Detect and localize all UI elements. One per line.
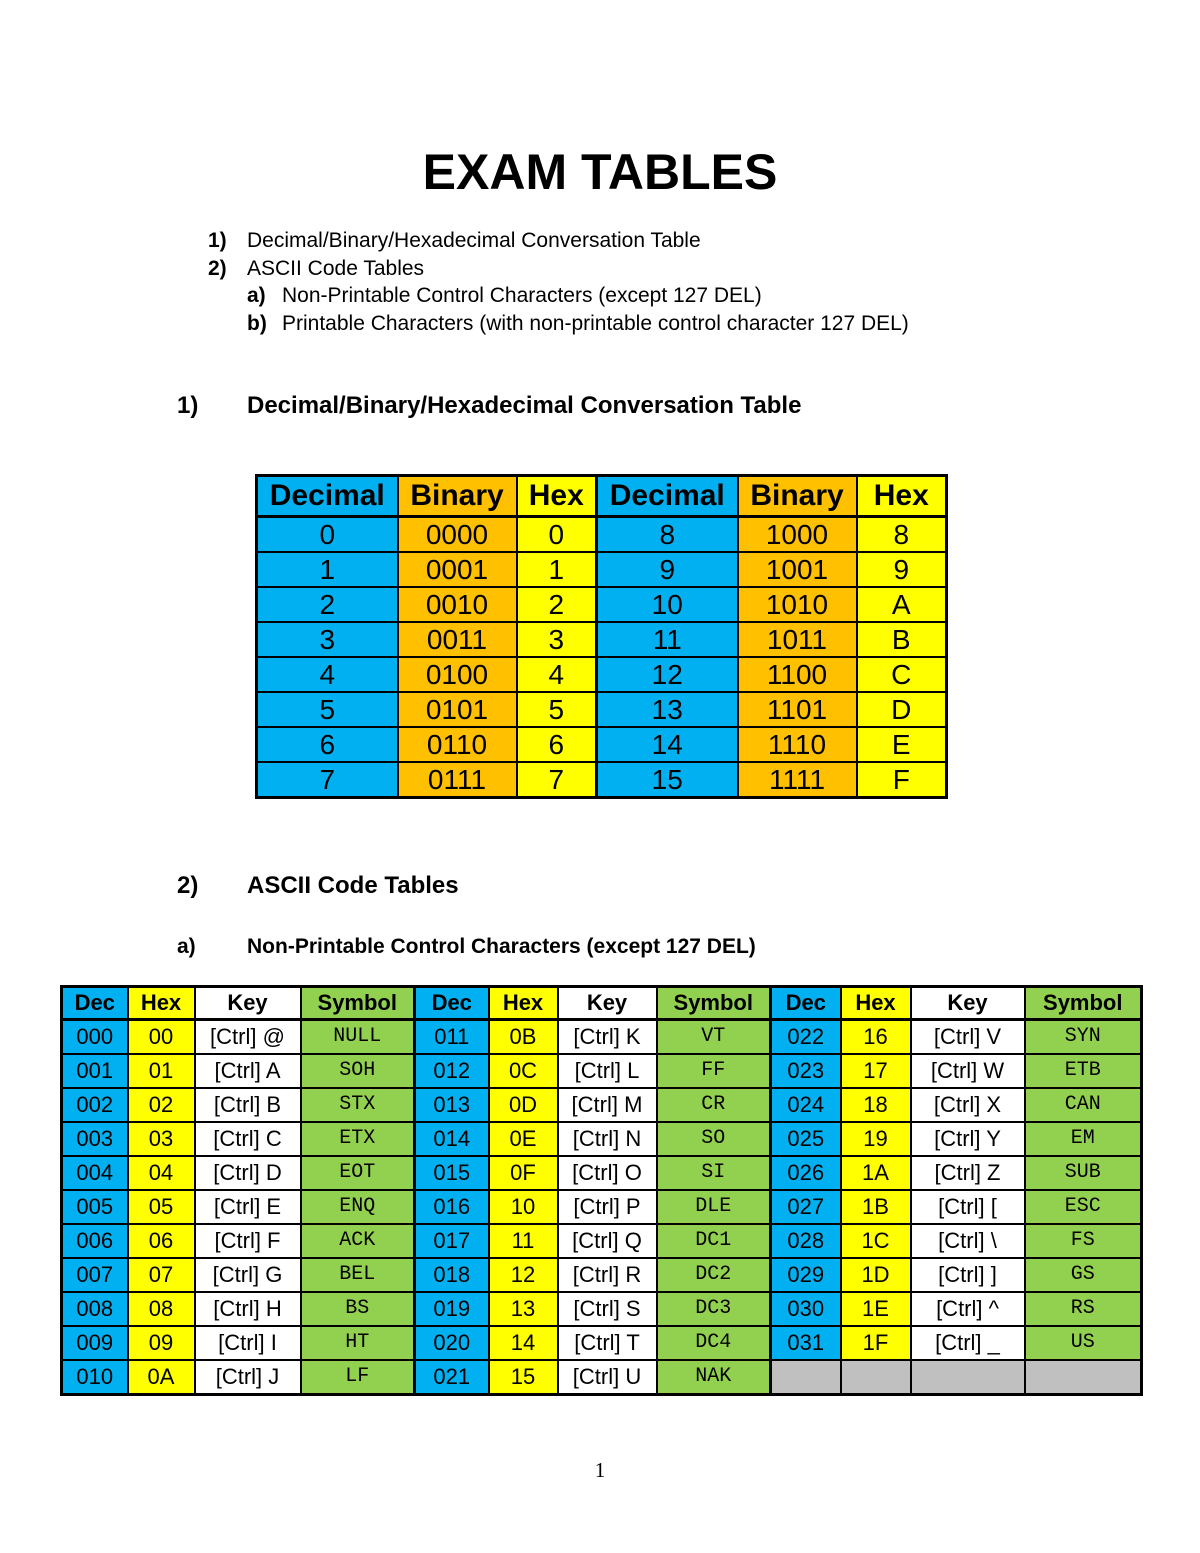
cell-binary: 0110 [398,727,517,762]
table-row [62,1258,1142,1292]
cell-dec: 020 [415,1326,489,1360]
cell-decimal: 5 [257,692,398,727]
cell-symbol: SI [657,1156,771,1190]
cell-decimal: 1 [257,552,398,587]
cell-symbol: NULL [301,1020,415,1055]
toc-item [208,227,909,255]
section-heading-ascii [177,871,459,901]
cell-key: [Ctrl] O [558,1156,657,1190]
cell-hex: 1D [841,1258,911,1292]
toc-item [208,255,909,283]
table-row [62,1224,1142,1258]
toc-text: Printable Characters (with non-printable control character 127 DEL) [282,311,909,335]
cell-dec: 025 [771,1122,841,1156]
cell-key: [Ctrl] R [558,1258,657,1292]
toc-text: Decimal/Binary/Hexadecimal Conversation Table [247,229,701,252]
cell-symbol: DC1 [657,1224,771,1258]
cell-decimal: 15 [597,762,738,798]
cell-dec: 016 [415,1190,489,1224]
column-header-hex: Hex [857,476,947,517]
cell-decimal: 13 [597,692,738,727]
toc-number: b) [247,311,267,335]
cell-hex: 03 [128,1122,195,1156]
cell-symbol: SO [657,1122,771,1156]
cell-decimal: 10 [597,587,738,622]
cell-key: [Ctrl] F [195,1224,301,1258]
cell-hex: 19 [841,1122,911,1156]
cell-key: [Ctrl] I [195,1326,301,1360]
cell-key: [Ctrl] H [195,1292,301,1326]
column-header-key: Key [558,987,657,1020]
cell-dec: 008 [62,1292,128,1326]
cell-hex: 17 [841,1054,911,1088]
cell-dec: 013 [415,1088,489,1122]
cell-hex: 1E [841,1292,911,1326]
cell-decimal: 11 [597,622,738,657]
cell-key: [Ctrl] Z [911,1156,1025,1190]
cell-dec: 005 [62,1190,128,1224]
cell-dec: 021 [415,1360,489,1395]
cell-hex: F [857,762,947,798]
subsection-heading-nonprintable [177,933,756,960]
cell-binary: 1011 [738,622,857,657]
cell-symbol: ESC [1025,1190,1142,1224]
cell-key: [Ctrl] M [558,1088,657,1122]
cell-hex: 04 [128,1156,195,1190]
cell-symbol: EOT [301,1156,415,1190]
table-row [257,762,947,798]
cell-dec: 029 [771,1258,841,1292]
toc-number: 2) [208,256,227,280]
column-header-hex: Hex [517,476,597,517]
section-number: 2) [177,872,199,899]
cell-decimal: 14 [597,727,738,762]
table-row [62,1020,1142,1055]
cell-key: [Ctrl] _ [911,1326,1025,1360]
cell-dec: 026 [771,1156,841,1190]
toc-subitem [208,310,909,338]
table-row [62,1122,1142,1156]
table-row [62,1054,1142,1088]
cell-key: [Ctrl] Y [911,1122,1025,1156]
cell-decimal: 4 [257,657,398,692]
cell-key: [Ctrl] J [195,1360,301,1395]
column-header-decimal: Decimal [257,476,398,517]
cell-hex: 1F [841,1326,911,1360]
cell-dec: 022 [771,1020,841,1055]
cell-hex: E [857,727,947,762]
section-title: ASCII Code Tables [247,872,459,899]
cell-symbol: RS [1025,1292,1142,1326]
cell-hex: 1A [841,1156,911,1190]
cell-binary: 1000 [738,517,857,553]
cell-hex: 08 [128,1292,195,1326]
cell-dec: 000 [62,1020,128,1055]
cell-dec: 011 [415,1020,489,1055]
cell-hex: 12 [489,1258,558,1292]
ascii-control-table [60,985,1143,1396]
cell-binary: 0111 [398,762,517,798]
cell-hex: 15 [489,1360,558,1395]
cell-hex: 16 [841,1020,911,1055]
cell-key: [Ctrl] T [558,1326,657,1360]
cell-symbol: DC3 [657,1292,771,1326]
cell-dec: 003 [62,1122,128,1156]
cell-binary: 0010 [398,587,517,622]
cell-key: [Ctrl] C [195,1122,301,1156]
cell-dec: 009 [62,1326,128,1360]
column-header-hex: Hex [489,987,558,1020]
cell-key: [Ctrl] D [195,1156,301,1190]
column-header-key: Key [195,987,301,1020]
cell-key: [Ctrl] ] [911,1258,1025,1292]
cell-dec: 031 [771,1326,841,1360]
ascii-table-header-row [62,987,1142,1020]
subsection-number: a) [177,935,196,958]
cell-binary: 1111 [738,762,857,798]
cell-dec: 018 [415,1258,489,1292]
column-header-symbol: Symbol [657,987,771,1020]
cell-hex: 5 [517,692,597,727]
column-header-decimal: Decimal [597,476,738,517]
table-row [62,1190,1142,1224]
cell-dec: 007 [62,1258,128,1292]
cell-hex: 0F [489,1156,558,1190]
cell-dec: 014 [415,1122,489,1156]
cell-binary: 0101 [398,692,517,727]
cell-key: [Ctrl] S [558,1292,657,1326]
cell-symbol: DC2 [657,1258,771,1292]
cell-dec: 004 [62,1156,128,1190]
cell-dec: 017 [415,1224,489,1258]
conversion-table-header-row [257,476,947,517]
cell-hex: 1B [841,1190,911,1224]
cell-decimal: 2 [257,587,398,622]
cell-hex: 11 [489,1224,558,1258]
column-header-symbol: Symbol [301,987,415,1020]
cell-binary: 1110 [738,727,857,762]
cell-dec: 023 [771,1054,841,1088]
cell-key: [Ctrl] @ [195,1020,301,1055]
cell-dec: 012 [415,1054,489,1088]
cell-hex: 05 [128,1190,195,1224]
cell-decimal: 9 [597,552,738,587]
cell-key: [Ctrl] V [911,1020,1025,1055]
cell-symbol: SUB [1025,1156,1142,1190]
cell-binary: 0000 [398,517,517,553]
cell-hex: 2 [517,587,597,622]
cell-key: [Ctrl] L [558,1054,657,1088]
cell-key: [Ctrl] \ [911,1224,1025,1258]
page-number: 1 [594,1458,606,1482]
cell-symbol: BS [301,1292,415,1326]
cell-symbol: HT [301,1326,415,1360]
cell-binary: 0011 [398,622,517,657]
cell-dec: 024 [771,1088,841,1122]
cell-decimal: 6 [257,727,398,762]
subsection-title: Non-Printable Control Characters (except 127 DEL) [247,935,756,958]
cell-hex: 01 [128,1054,195,1088]
cell-hex: 3 [517,622,597,657]
cell-hex: B [857,622,947,657]
cell-binary: 0001 [398,552,517,587]
table-of-contents [208,227,909,337]
cell-key: [Ctrl] U [558,1360,657,1395]
column-header-binary: Binary [738,476,857,517]
cell-decimal: 3 [257,622,398,657]
cell-hex: 7 [517,762,597,798]
table-row [257,622,947,657]
cell-key: [Ctrl] K [558,1020,657,1055]
cell-hex: 6 [517,727,597,762]
table-row [257,657,947,692]
section-number: 1) [177,392,199,419]
cell-decimal: 7 [257,762,398,798]
empty-cell [771,1360,841,1395]
cell-symbol: ENQ [301,1190,415,1224]
cell-dec: 001 [62,1054,128,1088]
section-heading-conversion [177,391,801,421]
section-title: Decimal/Binary/Hexadecimal Conversation Table [247,392,802,419]
table-row [257,692,947,727]
cell-hex: 9 [857,552,947,587]
conversion-table [255,474,948,799]
cell-hex: 8 [857,517,947,553]
empty-cell [1025,1360,1142,1395]
column-header-hex: Hex [128,987,195,1020]
cell-key: [Ctrl] P [558,1190,657,1224]
cell-hex: 07 [128,1258,195,1292]
cell-dec: 019 [415,1292,489,1326]
cell-symbol: ACK [301,1224,415,1258]
cell-hex: 1 [517,552,597,587]
cell-key: [Ctrl] A [195,1054,301,1088]
cell-hex: 14 [489,1326,558,1360]
cell-hex: 00 [128,1020,195,1055]
table-row [62,1360,1142,1395]
table-row [62,1326,1142,1360]
cell-key: [Ctrl] [ [911,1190,1025,1224]
cell-dec: 028 [771,1224,841,1258]
toc-text: Non-Printable Control Characters (except 127 DEL) [282,284,762,307]
cell-hex: 02 [128,1088,195,1122]
cell-symbol: FF [657,1054,771,1088]
cell-hex: 18 [841,1088,911,1122]
table-row [257,552,947,587]
cell-symbol: STX [301,1088,415,1122]
table-row [62,1292,1142,1326]
cell-decimal: 8 [597,517,738,553]
cell-key: [Ctrl] ^ [911,1292,1025,1326]
cell-binary: 1010 [738,587,857,622]
cell-symbol: FS [1025,1224,1142,1258]
cell-binary: 1101 [738,692,857,727]
cell-key: [Ctrl] Q [558,1224,657,1258]
cell-symbol: CAN [1025,1088,1142,1122]
cell-dec: 006 [62,1224,128,1258]
empty-cell [911,1360,1025,1395]
cell-dec: 030 [771,1292,841,1326]
toc-subitem [208,282,909,310]
table-row [62,1088,1142,1122]
cell-hex: D [857,692,947,727]
cell-symbol: NAK [657,1360,771,1395]
column-header-dec: Dec [62,987,128,1020]
column-header-dec: Dec [415,987,489,1020]
cell-key: [Ctrl] W [911,1054,1025,1088]
cell-key: [Ctrl] X [911,1088,1025,1122]
empty-cell [841,1360,911,1395]
cell-hex: 09 [128,1326,195,1360]
cell-symbol: DLE [657,1190,771,1224]
cell-decimal: 12 [597,657,738,692]
cell-hex: 0D [489,1088,558,1122]
cell-decimal: 0 [257,517,398,553]
cell-key: [Ctrl] B [195,1088,301,1122]
cell-hex: A [857,587,947,622]
cell-symbol: US [1025,1326,1142,1360]
cell-binary: 1001 [738,552,857,587]
table-row [257,727,947,762]
cell-binary: 0100 [398,657,517,692]
column-header-hex: Hex [841,987,911,1020]
cell-symbol: VT [657,1020,771,1055]
toc-number: 1) [208,229,227,252]
cell-binary: 1100 [738,657,857,692]
cell-symbol: SOH [301,1054,415,1088]
cell-hex: 0E [489,1122,558,1156]
column-header-dec: Dec [771,987,841,1020]
column-header-binary: Binary [398,476,517,517]
cell-symbol: ETX [301,1122,415,1156]
cell-dec: 015 [415,1156,489,1190]
cell-key: [Ctrl] G [195,1258,301,1292]
cell-hex: 0A [128,1360,195,1395]
column-header-key: Key [911,987,1025,1020]
cell-symbol: EM [1025,1122,1142,1156]
cell-symbol: ETB [1025,1054,1142,1088]
cell-symbol: GS [1025,1258,1142,1292]
cell-hex: 06 [128,1224,195,1258]
page-title: EXAM TABLES [422,144,778,200]
cell-symbol: DC4 [657,1326,771,1360]
cell-hex: 13 [489,1292,558,1326]
cell-hex: C [857,657,947,692]
cell-key: [Ctrl] E [195,1190,301,1224]
cell-hex: 0 [517,517,597,553]
cell-dec: 027 [771,1190,841,1224]
cell-symbol: SYN [1025,1020,1142,1055]
toc-text: ASCII Code Tables [247,256,425,280]
cell-hex: 0C [489,1054,558,1088]
cell-symbol: CR [657,1088,771,1122]
cell-hex: 0B [489,1020,558,1055]
cell-symbol: BEL [301,1258,415,1292]
cell-symbol: LF [301,1360,415,1395]
table-row [62,1156,1142,1190]
table-row [257,587,947,622]
cell-hex: 4 [517,657,597,692]
cell-hex: 1C [841,1224,911,1258]
toc-number: a) [247,284,266,307]
column-header-symbol: Symbol [1025,987,1142,1020]
cell-hex: 10 [489,1190,558,1224]
cell-key: [Ctrl] N [558,1122,657,1156]
cell-dec: 002 [62,1088,128,1122]
table-row [257,517,947,553]
cell-dec: 010 [62,1360,128,1395]
